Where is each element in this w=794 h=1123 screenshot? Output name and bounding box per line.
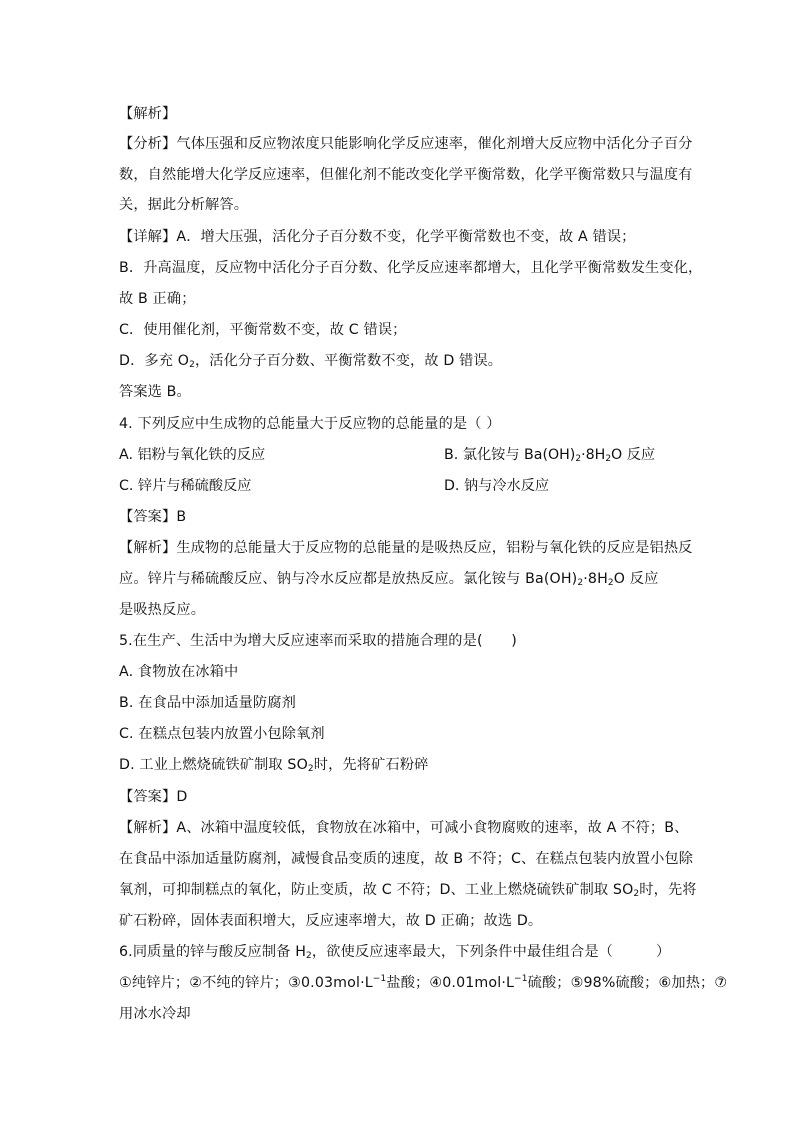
q5-option-d [119, 755, 429, 775]
q4-answer: 【答案】B [119, 509, 187, 525]
q4-option-c: C. 锌片与稀硫酸反应 [119, 478, 252, 494]
q4-stem: 4. 下列反应中生成物的总能量大于反应物的总能量的是（ ） [119, 416, 501, 432]
q5-exp3-pre: 氧剂，可抑制糕点的氧化，防止变质，故 C 不符；D、工业上燃烧硫铁矿制取 SO [119, 882, 634, 898]
q4-exp2-sub1: 2 [577, 578, 584, 588]
q6-items-p2: 盐酸；④0.01mol·L [386, 975, 515, 991]
xiangjie-a: A．增大压强，活化分子百分数不变，化学平衡常数也不变，故 A 错误； [176, 229, 636, 245]
q5-exp3-post: 时，先将 [639, 882, 697, 898]
q5-explain-line-3 [119, 880, 697, 900]
q5-option-b: B. 在食品中添加适量防腐剂 [119, 695, 296, 711]
q4-explain-text-1: 生成物的总能量大于反应物的总能量的是吸热反应，铝粉与氧化铁的反应是铝热反 [176, 540, 693, 556]
q6-stem [119, 942, 670, 962]
xiangjie-d-sub: 2 [189, 360, 195, 370]
q4-option-d: D. 钠与冷水反应 [444, 478, 550, 494]
q5-optd-sub: 2 [307, 764, 314, 774]
q4-optb-post: O 反应 [611, 447, 656, 463]
xiangjie-line-d [119, 351, 502, 371]
q5-explain-line-4: 矿石粉碎，固体表面积增大，反应速率增大，故 D 正确；故选 D。 [119, 913, 543, 929]
q6-items-sup1: −1 [372, 974, 387, 984]
analysis-heading: 【解析】 [119, 106, 177, 122]
fenxi-line-2: 数，自然能增大化学反应速率，但催化剂不能改变化学平衡常数，化学平衡常数只与温度有 [119, 167, 693, 183]
q4-exp2-sub2: 2 [607, 578, 614, 588]
xiangjie-answer: 答案选 B。 [119, 384, 191, 400]
q6-stem-post: ，欲使反应速率最大，下列条件中最佳组合是（ ） [311, 944, 671, 960]
q4-exp2-pre: 应。锌片与稀硫酸反应、钠与冷水反应都是放热反应。氯化铵与 Ba(OH) [119, 571, 578, 587]
q5-optd-pre: D. 工业上燃烧硫铁矿制取 SO [119, 757, 308, 773]
q6-stem-pre: 6.同质量的锌与酸反应制备 H [119, 944, 307, 960]
q6-items-line-2: 用冰水冷却 [119, 1006, 191, 1022]
q5-optd-post: 时，先将矿石粉碎 [313, 757, 429, 773]
q4-explain-line-3: 是吸热反应。 [119, 602, 206, 618]
q5-explain-text-1: A、冰箱中温度较低，食物放在冰箱中，可减小食物腐败的速率，故 A 不符；B、 [176, 820, 689, 836]
xiangjie-tag: 【详解】 [119, 229, 177, 245]
q5-answer: 【答案】D [119, 789, 188, 805]
q4-explain-line-1 [119, 538, 693, 558]
q4-exp2-post: O 反应 [613, 571, 659, 587]
fenxi-text-1: 气体压强和反应物浓度只能影响化学反应速率，催化剂增大反应物中活化分子百分 [176, 136, 693, 152]
q6-items-p3: 硫酸；⑤98%硫酸；⑥加热；⑦ [527, 975, 728, 991]
q5-exp3-sub: 2 [633, 889, 640, 899]
q4-exp2-mid: ·8H [583, 571, 608, 587]
xiangjie-line-c: C．使用催化剂，平衡常数不变，故 C 错误； [119, 322, 407, 338]
q4-option-a: A. 铝粉与氧化铁的反应 [119, 447, 266, 463]
xiangjie-d-pre: D．多充 O [119, 353, 190, 369]
fenxi-line-3: 关，据此分析解答。 [119, 197, 249, 213]
xiangjie-line-a [119, 227, 636, 247]
q4-optb-sub1: 2 [575, 454, 582, 464]
q5-explain-tag: 【解析】 [119, 820, 177, 836]
q6-items-line-1 [119, 973, 727, 993]
q5-option-c: C. 在糕点包装内放置小包除氧剂 [119, 726, 325, 742]
q5-explain-line-1 [119, 818, 688, 838]
q4-optb-sub2: 2 [605, 454, 612, 464]
q4-explain-line-2 [119, 569, 658, 589]
fenxi-line-1 [119, 134, 693, 154]
q5-explain-line-2: 在食品中添加适量防腐剂，减慢食品变质的速度，故 B 不符；C、在糕点包装内放置小包除 [119, 851, 694, 867]
q6-items-p1: ①纯锌片；②不纯的锌片；③0.03mol·L [119, 975, 373, 991]
q5-option-a: A. 食物放在冰箱中 [119, 664, 239, 680]
q4-optb-pre: B. 氯化铵与 Ba(OH) [444, 447, 576, 463]
xiangjie-line-b2: 故 B 正确； [119, 291, 196, 307]
q6-stem-sub: 2 [306, 951, 312, 961]
xiangjie-d-post: ，活化分子百分数、平衡常数不变，故 D 错误。 [194, 353, 503, 369]
q5-stem: 5.在生产、生活中为增大反应速率而采取的措施合理的是( ) [119, 633, 517, 649]
q4-explain-tag: 【解析】 [119, 540, 177, 556]
q4-optb-mid: ·8H [581, 447, 606, 463]
xiangjie-line-b1: B．升高温度，反应物中活化分子百分数、化学反应速率都增大，且化学平衡常数发生变化， [119, 260, 703, 276]
q4-option-b [444, 445, 655, 465]
fenxi-tag: 【分析】 [119, 136, 177, 152]
q6-items-sup2: −1 [514, 974, 528, 984]
